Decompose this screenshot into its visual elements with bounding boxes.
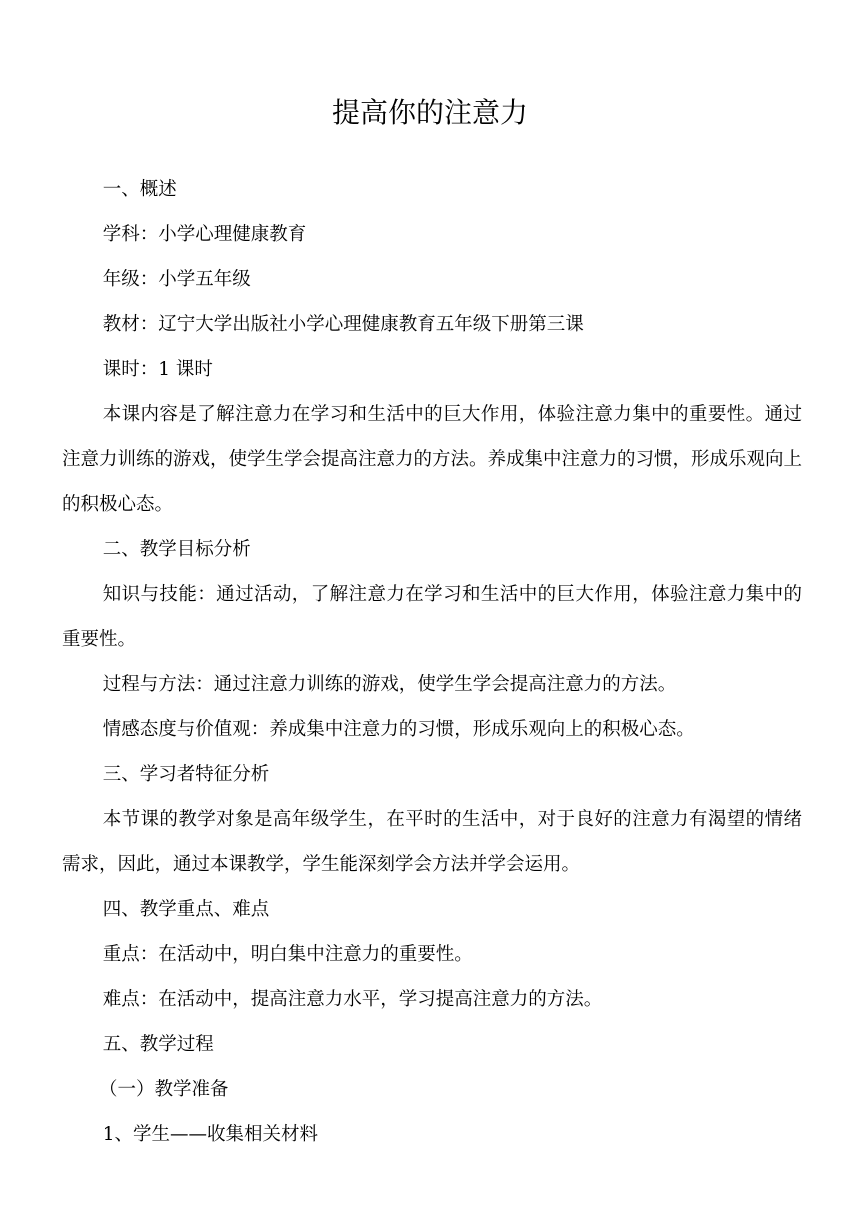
textbook-line: 教材：辽宁大学出版社小学心理健康教育五年级下册第三课 [102,314,584,335]
class-hours-line: 课时：1 课时 [102,359,213,380]
section-heading-learners: 三、学习者特征分析 [102,764,270,785]
grade-line: 年级：小学五年级 [102,269,251,290]
objective-attitude: 情感态度与价值观：养成集中注意力的习惯，形成乐观向上的积极心态。 [102,719,695,740]
section-heading-objectives: 二、教学目标分析 [102,539,251,560]
objective-knowledge: 知识与技能：通过活动，了解注意力在学习和生活中的巨大作用，体验注意力集中的重要性。 [62,584,802,650]
section-heading-process: 五、教学过程 [102,1034,214,1055]
document-body [62,167,802,1157]
key-point: 重点：在活动中，明白集中注意力的重要性。 [102,944,473,965]
preparation-item-students: 1、学生——收集相关材料 [102,1124,318,1145]
learners-paragraph: 本节课的教学对象是高年级学生，在平时的生活中，对于良好的注意力有渴望的情绪需求，因此，通过本课教学，学生能深刻学会方法并学会运用。 [62,809,802,875]
objective-process: 过程与方法：通过注意力训练的游戏，使学生学会提高注意力的方法。 [102,674,677,695]
subsection-heading-preparation: （一）教学准备 [99,1079,229,1100]
subject-line: 学科：小学心理健康教育 [102,224,307,245]
difficult-point: 难点：在活动中，提高注意力水平，学习提高注意力的方法。 [102,989,603,1010]
overview-paragraph: 本课内容是了解注意力在学习和生活中的巨大作用，体验注意力集中的重要性。通过注意力训练的游戏，使学生学会提高注意力的方法。养成集中注意力的习惯，形成乐观向上的积极心态。 [62,404,803,515]
section-heading-overview: 一、概述 [102,179,177,200]
section-heading-key-points: 四、教学重点、难点 [102,899,270,920]
document-title: 提高你的注意力 [331,96,528,129]
